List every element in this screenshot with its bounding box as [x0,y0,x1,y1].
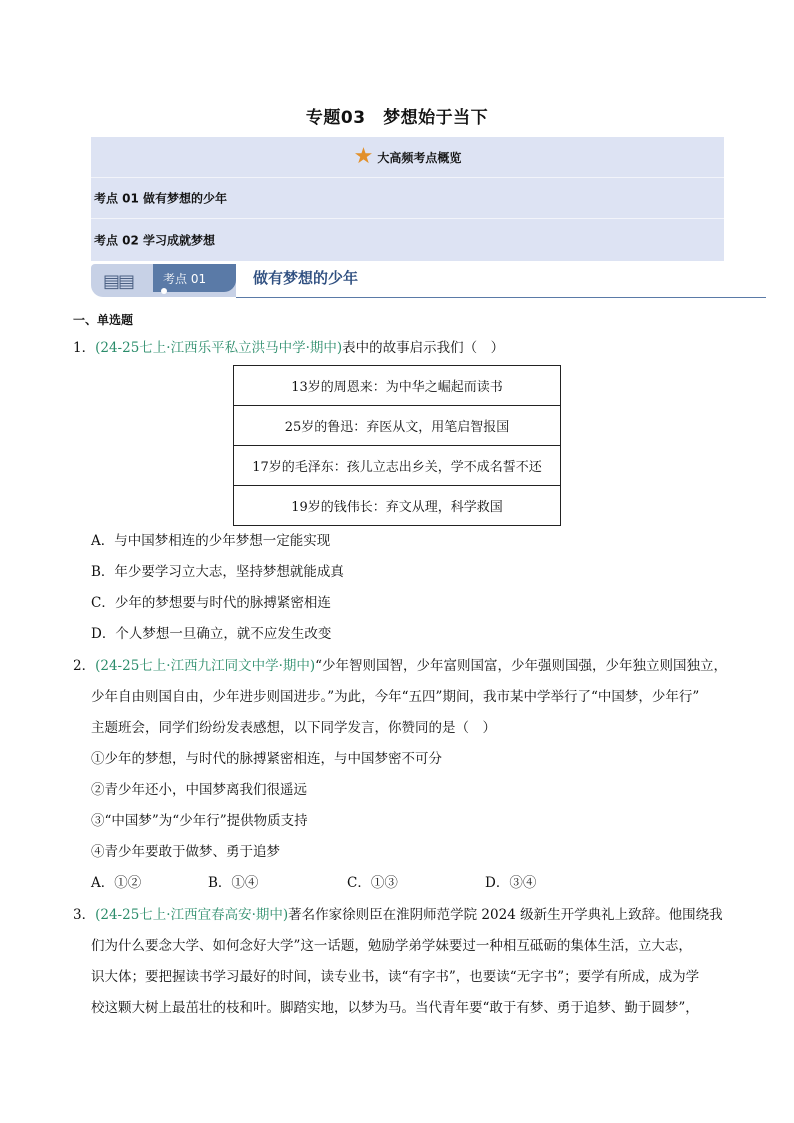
option-a[interactable]: A．与中国梦相连的少年梦想一定能实现 [91,533,331,549]
question-source[interactable]: (24-25七上·江西乐平私立洪马中学·期中) [95,340,343,356]
statement: ②青少年还小，中国梦离我们很遥远 [91,782,307,798]
section-title: 一、单选题 [73,313,134,327]
overview-panel [91,137,724,261]
question-3 [73,906,723,924]
overview-item-label: 考点 02 学习成就梦想 [94,233,216,248]
question-source[interactable]: (24-25七上·江西九江同文中学·期中) [95,658,316,674]
topic-banner [91,262,771,302]
question-stem: 校这颗大树上最茁壮的枝和叶。脚踏实地，以梦为马。当代青年要“敢于有梦、勇于追梦、勤于圆梦”， [91,1000,699,1016]
overview-heading: 大高频考点概览 [377,150,462,165]
document-icon: ▤▤ [103,271,134,292]
table-cell: 17岁的毛泽东：孩儿立志出乡关，学不成名誓不还 [234,446,561,486]
table-cell: 25岁的鲁迅：弃医从文，用笔启智报国 [234,406,561,446]
option-c[interactable]: C．①③ [347,875,398,891]
table-cell: 13岁的周恩来：为中华之崛起而读书 [234,366,561,406]
question-source[interactable]: (24-25七上·江西宜春高安·期中) [95,907,289,923]
statement: ④青少年要敢于做梦、勇于追梦 [91,844,280,860]
option-b[interactable]: B．年少要学习立大志，坚持梦想就能成真 [91,564,344,580]
question-stem: “少年智则国智，少年富则国富，少年强则国强，少年独立则国独立， [315,658,728,674]
option-c[interactable]: C．少年的梦想要与时代的脉搏紧密相连 [91,595,331,611]
question-stem: 们为什么要念大学、如何念好大学”这一话题，勉励学弟学妹要过一种相互砥砺的集体生活，立大志， [91,938,692,954]
banner-dot [161,288,167,294]
option-d[interactable]: D．个人梦想一旦确立，就不应发生改变 [91,626,332,642]
page-title: 专题03 梦想始于当下 [305,108,489,128]
question-stem: 少年自由则国自由，少年进步则国进步。”为此，今年“五四”期间，我市某中学举行了“中国梦，少年行” [91,689,700,705]
overview-header [91,137,724,178]
table-cell: 19岁的钱伟长：弃文从理，科学救国 [234,486,561,526]
overview-item[interactable] [91,219,724,261]
option-a[interactable]: A．①② [91,875,142,891]
question-number: 3． [73,907,96,923]
statement: ①少年的梦想，与时代的脉搏紧密相连，与中国梦密不可分 [91,751,442,767]
question-number: 2． [73,658,96,674]
question-stem: 主题班会，同学们纷纷发表感想，以下同学发言，你赞同的是（ ） [91,720,496,736]
option-b[interactable]: B．①④ [208,875,259,891]
question-1 [73,339,504,357]
question-number: 1． [73,340,96,356]
question-stem: 著名作家徐则臣在淮阴师范学院 2024 级新生开学典礼上致辞。他围绕我 [288,907,723,923]
question-2 [73,657,727,675]
banner-heading: 做有梦想的少年 [253,269,359,287]
statement: ③“中国梦”为“少年行”提供物质支持 [91,813,308,829]
story-table [233,365,561,526]
banner-divider [236,297,766,298]
question-stem: 表中的故事启示我们（ ） [342,340,505,356]
banner-tag-label: 考点 01 [163,272,207,286]
question-stem: 识大体；要把握读书学习最好的时间，读专业书，读“有字书”，也要读“无字书”；要学有所成，成为学 [91,969,700,985]
star-icon: ★ [353,144,374,169]
overview-item[interactable] [91,178,724,219]
overview-item-label: 考点 01 做有梦想的少年 [94,191,228,206]
option-d[interactable]: D．③④ [485,875,537,891]
